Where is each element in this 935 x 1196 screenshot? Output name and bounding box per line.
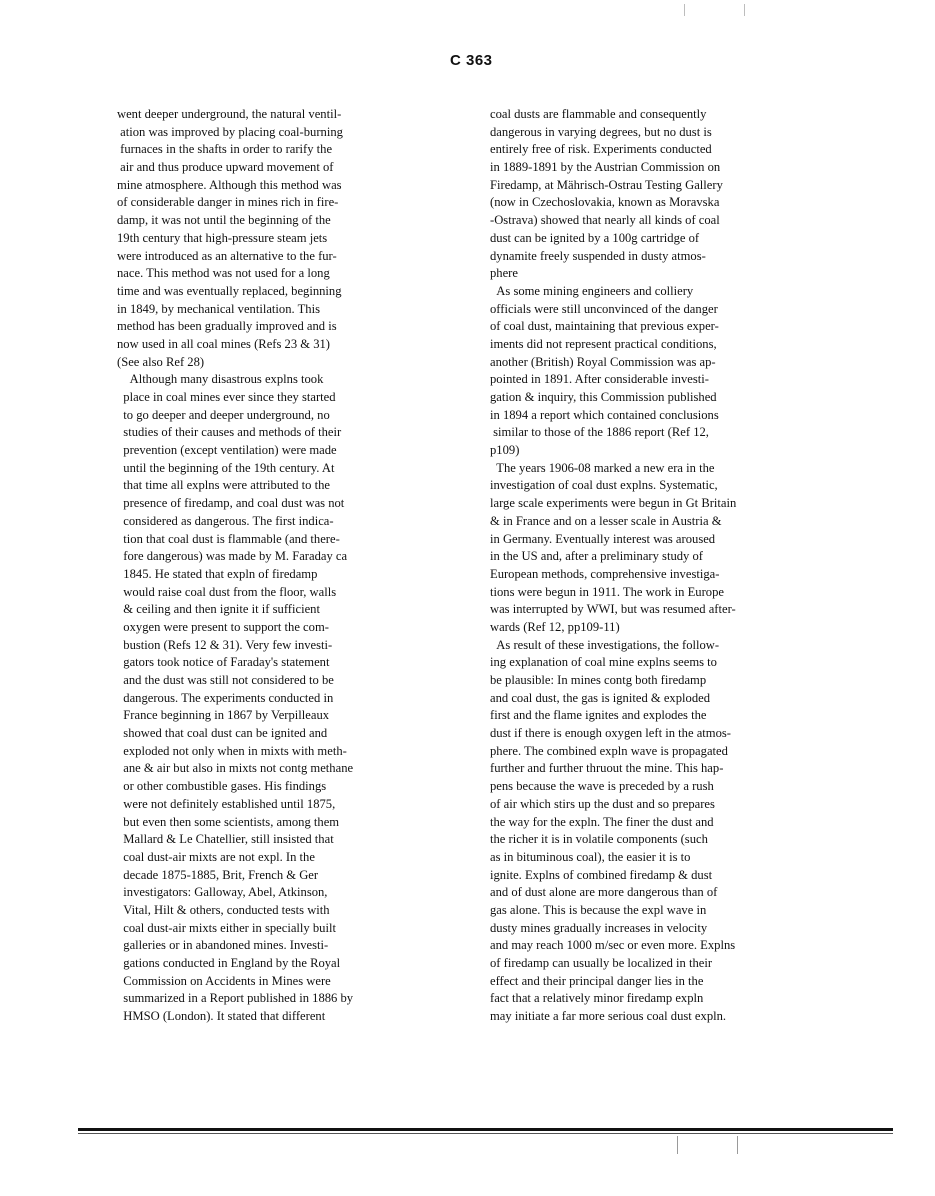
text-line: gators took notice of Faraday's statement bbox=[117, 655, 330, 670]
text-line: fact that a relatively minor firedamp expln bbox=[490, 991, 704, 1006]
text-line: and of dust alone are more dangerous than of bbox=[490, 885, 718, 900]
text-line: now used in all coal mines (Refs 23 & 31) bbox=[117, 336, 331, 351]
text-line: oxygen were present to support the com- bbox=[117, 619, 329, 634]
text-line: another (British) Royal Commission was ap- bbox=[490, 354, 716, 369]
text-line: air and thus produce upward movement of bbox=[117, 160, 334, 175]
text-line: ation was improved by placing coal-burning bbox=[117, 124, 343, 139]
page-number: C 363 bbox=[450, 52, 493, 69]
text-line: in 1894 a report which contained conclusions bbox=[490, 407, 719, 422]
text-line: prevention (except ventilation) were made bbox=[117, 443, 337, 458]
text-line: showed that coal dust can be ignited and bbox=[117, 726, 328, 741]
text-line: the way for the expln. The finer the dust and bbox=[490, 814, 714, 829]
text-line: but even then some scientists, among them bbox=[117, 814, 340, 829]
text-line: France beginning in 1867 by Verpilleaux bbox=[117, 708, 330, 723]
text-line: method has been gradually improved and is bbox=[117, 319, 337, 334]
text-line: phere. The combined expln wave is propagated bbox=[490, 743, 728, 758]
text-line: (now in Czechoslovakia, known as Moravska bbox=[490, 195, 720, 210]
text-line: officials were still unconvinced of the danger bbox=[490, 301, 718, 316]
text-line: HMSO (London). It stated that different bbox=[117, 1009, 326, 1024]
text-line: decade 1875-1885, Brit, French & Ger bbox=[117, 867, 319, 882]
text-line: galleries or in abandoned mines. Investi- bbox=[117, 938, 329, 953]
text-line: The years 1906-08 marked a new era in the bbox=[490, 460, 715, 475]
text-line: dangerous in varying degrees, but no dust is bbox=[490, 124, 712, 139]
text-line: nace. This method was not used for a long bbox=[117, 266, 330, 281]
text-line: further and further thruout the mine. This hap- bbox=[490, 761, 724, 776]
text-line: effect and their principal danger lies in the bbox=[490, 973, 704, 988]
text-line: of coal dust, maintaining that previous exper- bbox=[490, 319, 719, 334]
text-line: dust can be ignited by a 100g cartridge of bbox=[490, 230, 700, 245]
text-line: phere bbox=[490, 266, 518, 281]
text-line: or other combustible gases. His findings bbox=[117, 779, 327, 794]
text-line: time and was eventually replaced, beginning bbox=[117, 283, 342, 298]
text-line: dynamite freely suspended in dusty atmos- bbox=[490, 248, 706, 263]
text-line: coal dusts are flammable and consequently bbox=[490, 107, 707, 121]
text-line: studies of their causes and methods of their bbox=[117, 425, 342, 440]
text-line: coal dust-air mixts either in specially built bbox=[117, 920, 336, 935]
text-line: mine atmosphere. Although this method was bbox=[117, 177, 342, 192]
text-line: considered as dangerous. The first indica- bbox=[117, 513, 334, 528]
text-line: ing explanation of coal mine explns seems to bbox=[490, 655, 717, 670]
text-line: tion that coal dust is flammable (and there- bbox=[117, 531, 340, 546]
text-line: and the dust was still not considered to be bbox=[117, 673, 334, 687]
text-line: iments did not represent practical conditions, bbox=[490, 336, 717, 351]
text-line: Mallard & Le Chatellier, still insisted that bbox=[117, 832, 334, 847]
text-line: until the beginning of the 19th century. At bbox=[117, 460, 335, 475]
text-line: dusty mines gradually increases in velocity bbox=[490, 920, 708, 935]
text-line: gation & inquiry, this Commission published bbox=[490, 390, 717, 404]
text-line: summarized in a Report published in 1886 by bbox=[117, 991, 354, 1006]
text-line: went deeper underground, the natural ventil- bbox=[117, 107, 342, 121]
text-line: & ceiling and then ignite it if sufficient bbox=[117, 602, 320, 617]
text-line: large scale experiments were begun in Gt Britain bbox=[490, 496, 737, 511]
text-line: presence of firedamp, and coal dust was not bbox=[117, 496, 345, 511]
text-line: bustion (Refs 12 & 31). Very few investi- bbox=[117, 637, 333, 652]
left-text-column bbox=[117, 106, 437, 1026]
text-line: Firedamp, at Mährisch-Ostrau Testing Gallery bbox=[490, 177, 723, 192]
text-line: (See also Ref 28) bbox=[117, 354, 205, 369]
tick-bottom-right bbox=[737, 1136, 738, 1154]
text-line: was interrupted by WWI, but was resumed after- bbox=[490, 602, 736, 617]
text-line: wards (Ref 12, pp109-11) bbox=[490, 619, 620, 634]
text-line: European methods, comprehensive investiga- bbox=[490, 566, 720, 581]
text-line: investigators: Galloway, Abel, Atkinson, bbox=[117, 885, 328, 900]
text-line: may initiate a far more serious coal dust expln. bbox=[490, 1009, 727, 1024]
text-line: 1845. He stated that expln of firedamp bbox=[117, 566, 318, 581]
text-line: in Germany. Eventually interest was aroused bbox=[490, 531, 716, 546]
text-line: As some mining engineers and colliery bbox=[490, 283, 694, 298]
text-line: Commission on Accidents in Mines were bbox=[117, 973, 331, 988]
text-line: investigation of coal dust explns. Systematic, bbox=[490, 478, 718, 493]
text-line: ane & air but also in mixts not contg methane bbox=[117, 761, 354, 776]
tick-top-left bbox=[684, 4, 685, 16]
text-line: be plausible: In mines contg both firedamp bbox=[490, 673, 707, 687]
text-line: similar to those of the 1886 report (Ref 12, bbox=[490, 425, 709, 440]
text-line: in the US and, after a preliminary study of bbox=[490, 549, 703, 564]
text-line: furnaces in the shafts in order to rarify the bbox=[117, 142, 333, 157]
text-line: damp, it was not until the beginning of the bbox=[117, 213, 331, 228]
text-line: would raise coal dust from the floor, walls bbox=[117, 584, 337, 599]
text-line: tions were begun in 1911. The work in Europe bbox=[490, 584, 724, 599]
text-line: dangerous. The experiments conducted in bbox=[117, 690, 334, 705]
text-line: were introduced as an alternative to the fur- bbox=[117, 248, 337, 263]
text-line: pointed in 1891. After considerable investi- bbox=[490, 372, 709, 387]
bottom-rule bbox=[78, 1128, 893, 1131]
text-line: As result of these investigations, the follow- bbox=[490, 637, 720, 652]
tick-bottom-left bbox=[677, 1136, 678, 1154]
text-line: first and the flame ignites and explodes the bbox=[490, 708, 707, 723]
text-line: gations conducted in England by the Royal bbox=[117, 956, 341, 970]
text-line: dust if there is enough oxygen left in the atmos- bbox=[490, 726, 731, 741]
text-line: were not definitely established until 1875, bbox=[117, 796, 336, 811]
text-line: -Ostrava) showed that nearly all kinds of coal bbox=[490, 213, 720, 228]
text-line: p109) bbox=[490, 443, 520, 458]
right-text-column bbox=[490, 106, 830, 1026]
text-line: that time all explns were attributed to the bbox=[117, 478, 330, 493]
text-line: in 1849, by mechanical ventilation. This bbox=[117, 301, 320, 316]
tick-top-right bbox=[744, 4, 745, 16]
text-line: place in coal mines ever since they started bbox=[117, 390, 336, 404]
text-line: Vital, Hilt & others, conducted tests with bbox=[117, 902, 330, 917]
text-line: in 1889-1891 by the Austrian Commission on bbox=[490, 160, 721, 175]
text-line: entirely free of risk. Experiments conducted bbox=[490, 142, 712, 157]
text-line: and may reach 1000 m/sec or even more. Explns bbox=[490, 938, 736, 953]
text-line: of firedamp can usually be localized in their bbox=[490, 956, 713, 970]
text-line: Although many disastrous explns took bbox=[117, 372, 324, 387]
text-line: fore dangerous) was made by M. Faraday ca bbox=[117, 549, 348, 564]
text-line: to go deeper and deeper underground, no bbox=[117, 407, 330, 422]
text-line: gas alone. This is because the expl wave in bbox=[490, 902, 707, 917]
text-line: the richer it is in volatile components (such bbox=[490, 832, 708, 847]
text-line: of considerable danger in mines rich in fire- bbox=[117, 195, 339, 210]
text-line: of air which stirs up the dust and so prepares bbox=[490, 796, 715, 811]
bottom-rule-thin bbox=[78, 1133, 893, 1134]
text-line: 19th century that high-pressure steam jets bbox=[117, 230, 328, 245]
text-line: ignite. Explns of combined firedamp & dust bbox=[490, 867, 713, 882]
text-line: and coal dust, the gas is ignited & exploded bbox=[490, 690, 710, 705]
text-line: coal dust-air mixts are not expl. In the bbox=[117, 849, 315, 864]
text-line: exploded not only when in mixts with meth- bbox=[117, 743, 347, 758]
text-line: & in France and on a lesser scale in Austria & bbox=[490, 513, 722, 528]
text-line: as in bituminous coal), the easier it is to bbox=[490, 849, 691, 864]
text-line: pens because the wave is preceded by a rush bbox=[490, 779, 714, 794]
